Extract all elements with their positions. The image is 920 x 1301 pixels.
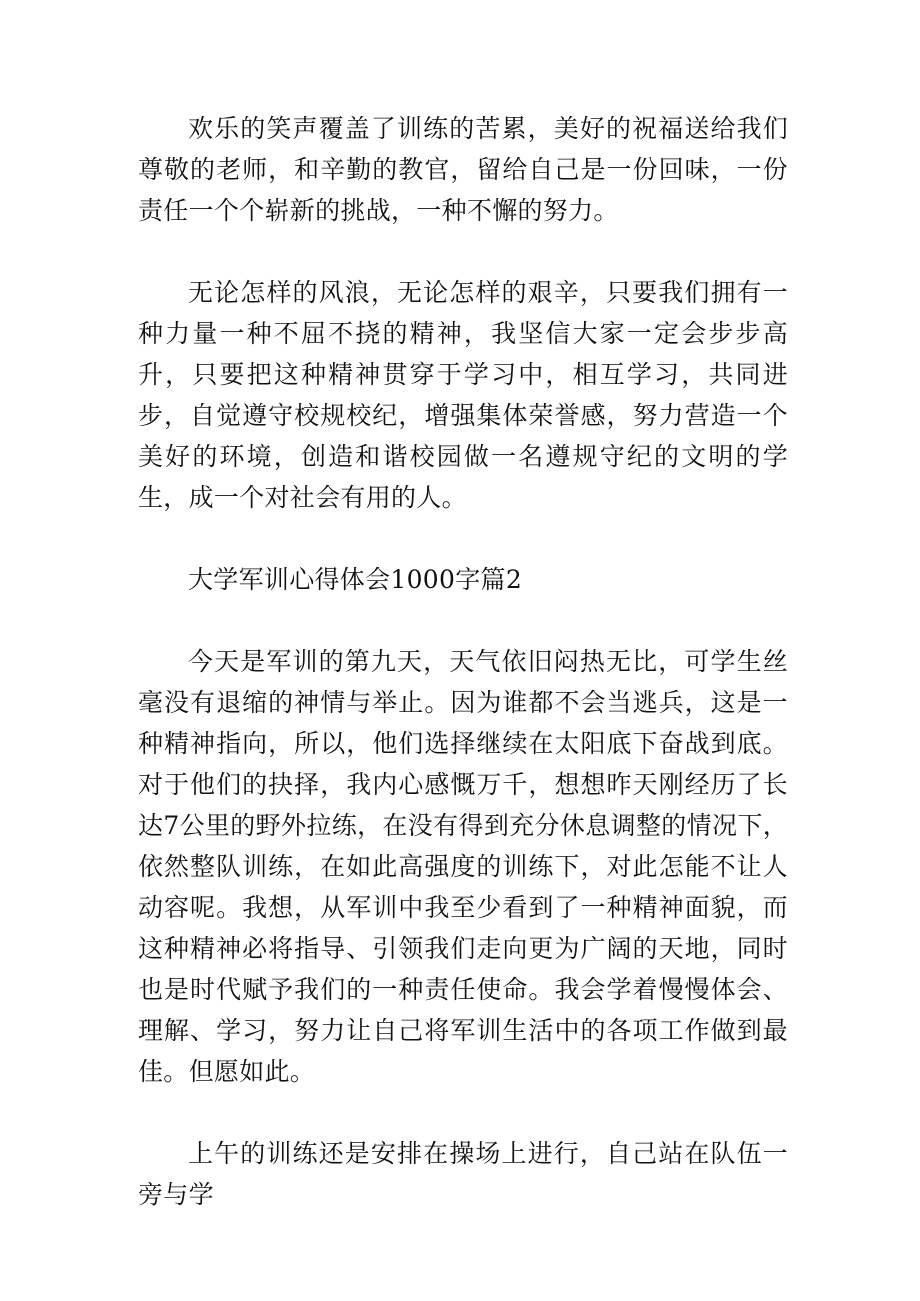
paragraph-1: 欢乐的笑声覆盖了训练的苦累，美好的祝福送给我们尊敬的老师，和辛勤的教官，留给自己是一份回味，一份责任一个个崭新的挑战，一种不懈的努力。 [138, 114, 788, 225]
paragraph-2: 无论怎样的风浪，无论怎样的艰辛，只要我们拥有一种力量一种不屈不挠的精神，我坚信大家一定会步步高升，只要把这种精神贯穿于学习中，相互学习，共同进步，自觉遵守校规校纪，增强集体荣誉感，努力营造一个美好的环境，创造和谐校园做一名遵规守纪的文明的学生，成一个对社会有用的人。 [138, 278, 788, 512]
paragraph-gap [138, 231, 788, 272]
paragraph-3: 今天是军训的第九天，天气依旧闷热无比，可学生丝毫没有退缩的神情与举止。因为谁都不会当逃兵，这是一种精神指向，所以，他们选择继续在太阳底下奋战到底。对于他们的抉择，我内心感慨万千，想想昨天刚经历了长达7公里的野外拉练，在没有得到充分休息调整的情况下，依然整队训练，在如此高强度的训练下，对此怎能不让人动容呢。我想，从军训中我至少看到了一种精神面貌，而这种精神必将指导、引领我们走向更为广阔的天地，同时也是时代赋予我们的一种责任使命。我会学着慢慢体会、理解、学习，努力让自己将军训生活中的各项工作做到最佳。但愿如此。 [138, 647, 788, 1086]
paragraph-gap [138, 518, 788, 559]
document-body [138, 108, 788, 1215]
paragraph-gap [138, 600, 788, 641]
section-heading: 大学军训心得体会1000字篇2 [188, 565, 523, 594]
paragraph-gap [138, 1092, 788, 1133]
paragraph-4: 上午的训练还是安排在操场上进行，自己站在队伍一旁与学 [138, 1139, 788, 1209]
